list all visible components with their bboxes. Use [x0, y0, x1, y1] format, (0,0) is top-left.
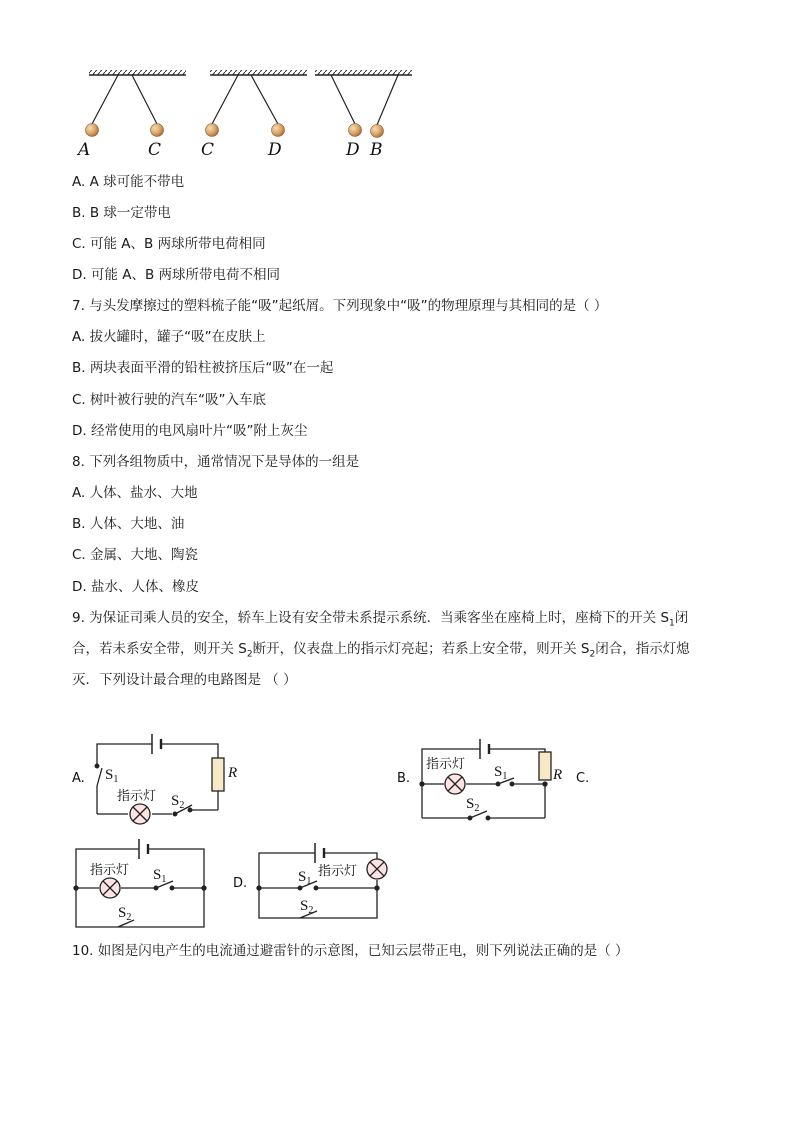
switch-s1-label: $S_1$: [153, 867, 167, 885]
lamp-label: 指示灯: [90, 863, 130, 878]
option-a-label: A.: [72, 771, 85, 786]
label-d-1: D: [268, 140, 282, 160]
q7-option-c: C. 树叶被行驶的汽车“吸”入车底: [72, 392, 266, 408]
lamp-label: 指示灯: [426, 757, 466, 772]
switch-s1-label: $S_1$: [105, 767, 119, 785]
switch-s2-label: $S_2$: [171, 793, 185, 811]
q9-stem-line-2: 合，若未系安全带，则开关 $S_2$断开，仪表盘上的指示灯亮起；若系上安全带，则开关 $S_2$闭合，指示灯熄: [72, 641, 690, 660]
q8-stem: 8. 下列各组物质中，通常情况下是导体的一组是: [72, 454, 360, 470]
q6-option-c: C. 可能 A、B 两球所带电荷相同: [72, 236, 266, 252]
lamp-label: 指示灯: [117, 789, 157, 804]
label-c-2: C: [201, 140, 215, 160]
option-c-label: C.: [576, 771, 590, 786]
option-d-label: D.: [233, 876, 248, 891]
label-d-2: D: [346, 140, 360, 160]
q8-option-b: B. 人体、大地、油: [72, 516, 185, 532]
ceiling-1: [89, 70, 186, 75]
q6-option-a: A. A 球可能不带电: [72, 174, 185, 190]
switch-s2-label: $S_2$: [466, 796, 480, 814]
q8-option-d: D. 盐水、人体、橡皮: [72, 579, 199, 595]
ball-b: [371, 125, 384, 138]
q7-stem: 7. 与头发摩擦过的塑料梳子能“吸”起纸屑。下列现象中“吸”的物理原理与其相同的是（ ）: [72, 298, 608, 314]
ball-d-1: [272, 124, 285, 137]
q7-option-d: D. 经常使用的电风扇叶片“吸”附上灰尘: [72, 423, 308, 439]
q9-stem-line-1: 9. 为保证司乘人员的安全，轿车上设有安全带未系提示系统．当乘客坐在座椅上时，座椅下的开关 $S_1$闭: [72, 610, 689, 629]
q7-option-b: B. 两块表面平滑的铅柱被挤压后“吸”在一起: [72, 360, 334, 376]
label-a: A: [78, 140, 91, 160]
q8-option-c: C. 金属、大地、陶瓷: [72, 547, 199, 563]
q9-stem-line-3: 灭．下列设计最合理的电路图是 （ ）: [72, 672, 297, 688]
switch-s1-label: $S_1$: [494, 764, 508, 782]
q8-option-a: A. 人体、盐水、大地: [72, 485, 198, 501]
label-b: B: [370, 140, 383, 160]
q10-stem: 10. 如图是闪电产生的电流通过避雷针的示意图，已知云层带正电，则下列说法正确的是（ ）: [72, 943, 629, 959]
resistor-r-label: R: [228, 765, 238, 781]
ceiling-2: [210, 70, 307, 75]
ball-c-2: [206, 124, 219, 137]
ball-a: [86, 124, 99, 137]
switch-s2-label: $S_2$: [118, 905, 132, 923]
ball-d-2: [349, 124, 362, 137]
switch-s1-label: $S_1$: [298, 869, 312, 887]
q7-option-a: A. 拔火罐时，罐子“吸”在皮肤上: [72, 329, 266, 345]
q6-option-b: B. B 球一定带电: [72, 205, 171, 221]
ceiling-3: [315, 70, 412, 75]
label-c-1: C: [148, 140, 162, 160]
resistor-r-label: R: [553, 767, 563, 783]
q6-option-d: D. 可能 A、B 两球所带电荷不相同: [72, 267, 281, 283]
option-b-label: B.: [397, 771, 411, 786]
switch-s2-label: $S_2$: [300, 898, 314, 916]
lamp-label: 指示灯: [318, 864, 358, 879]
ball-c-1: [151, 124, 164, 137]
